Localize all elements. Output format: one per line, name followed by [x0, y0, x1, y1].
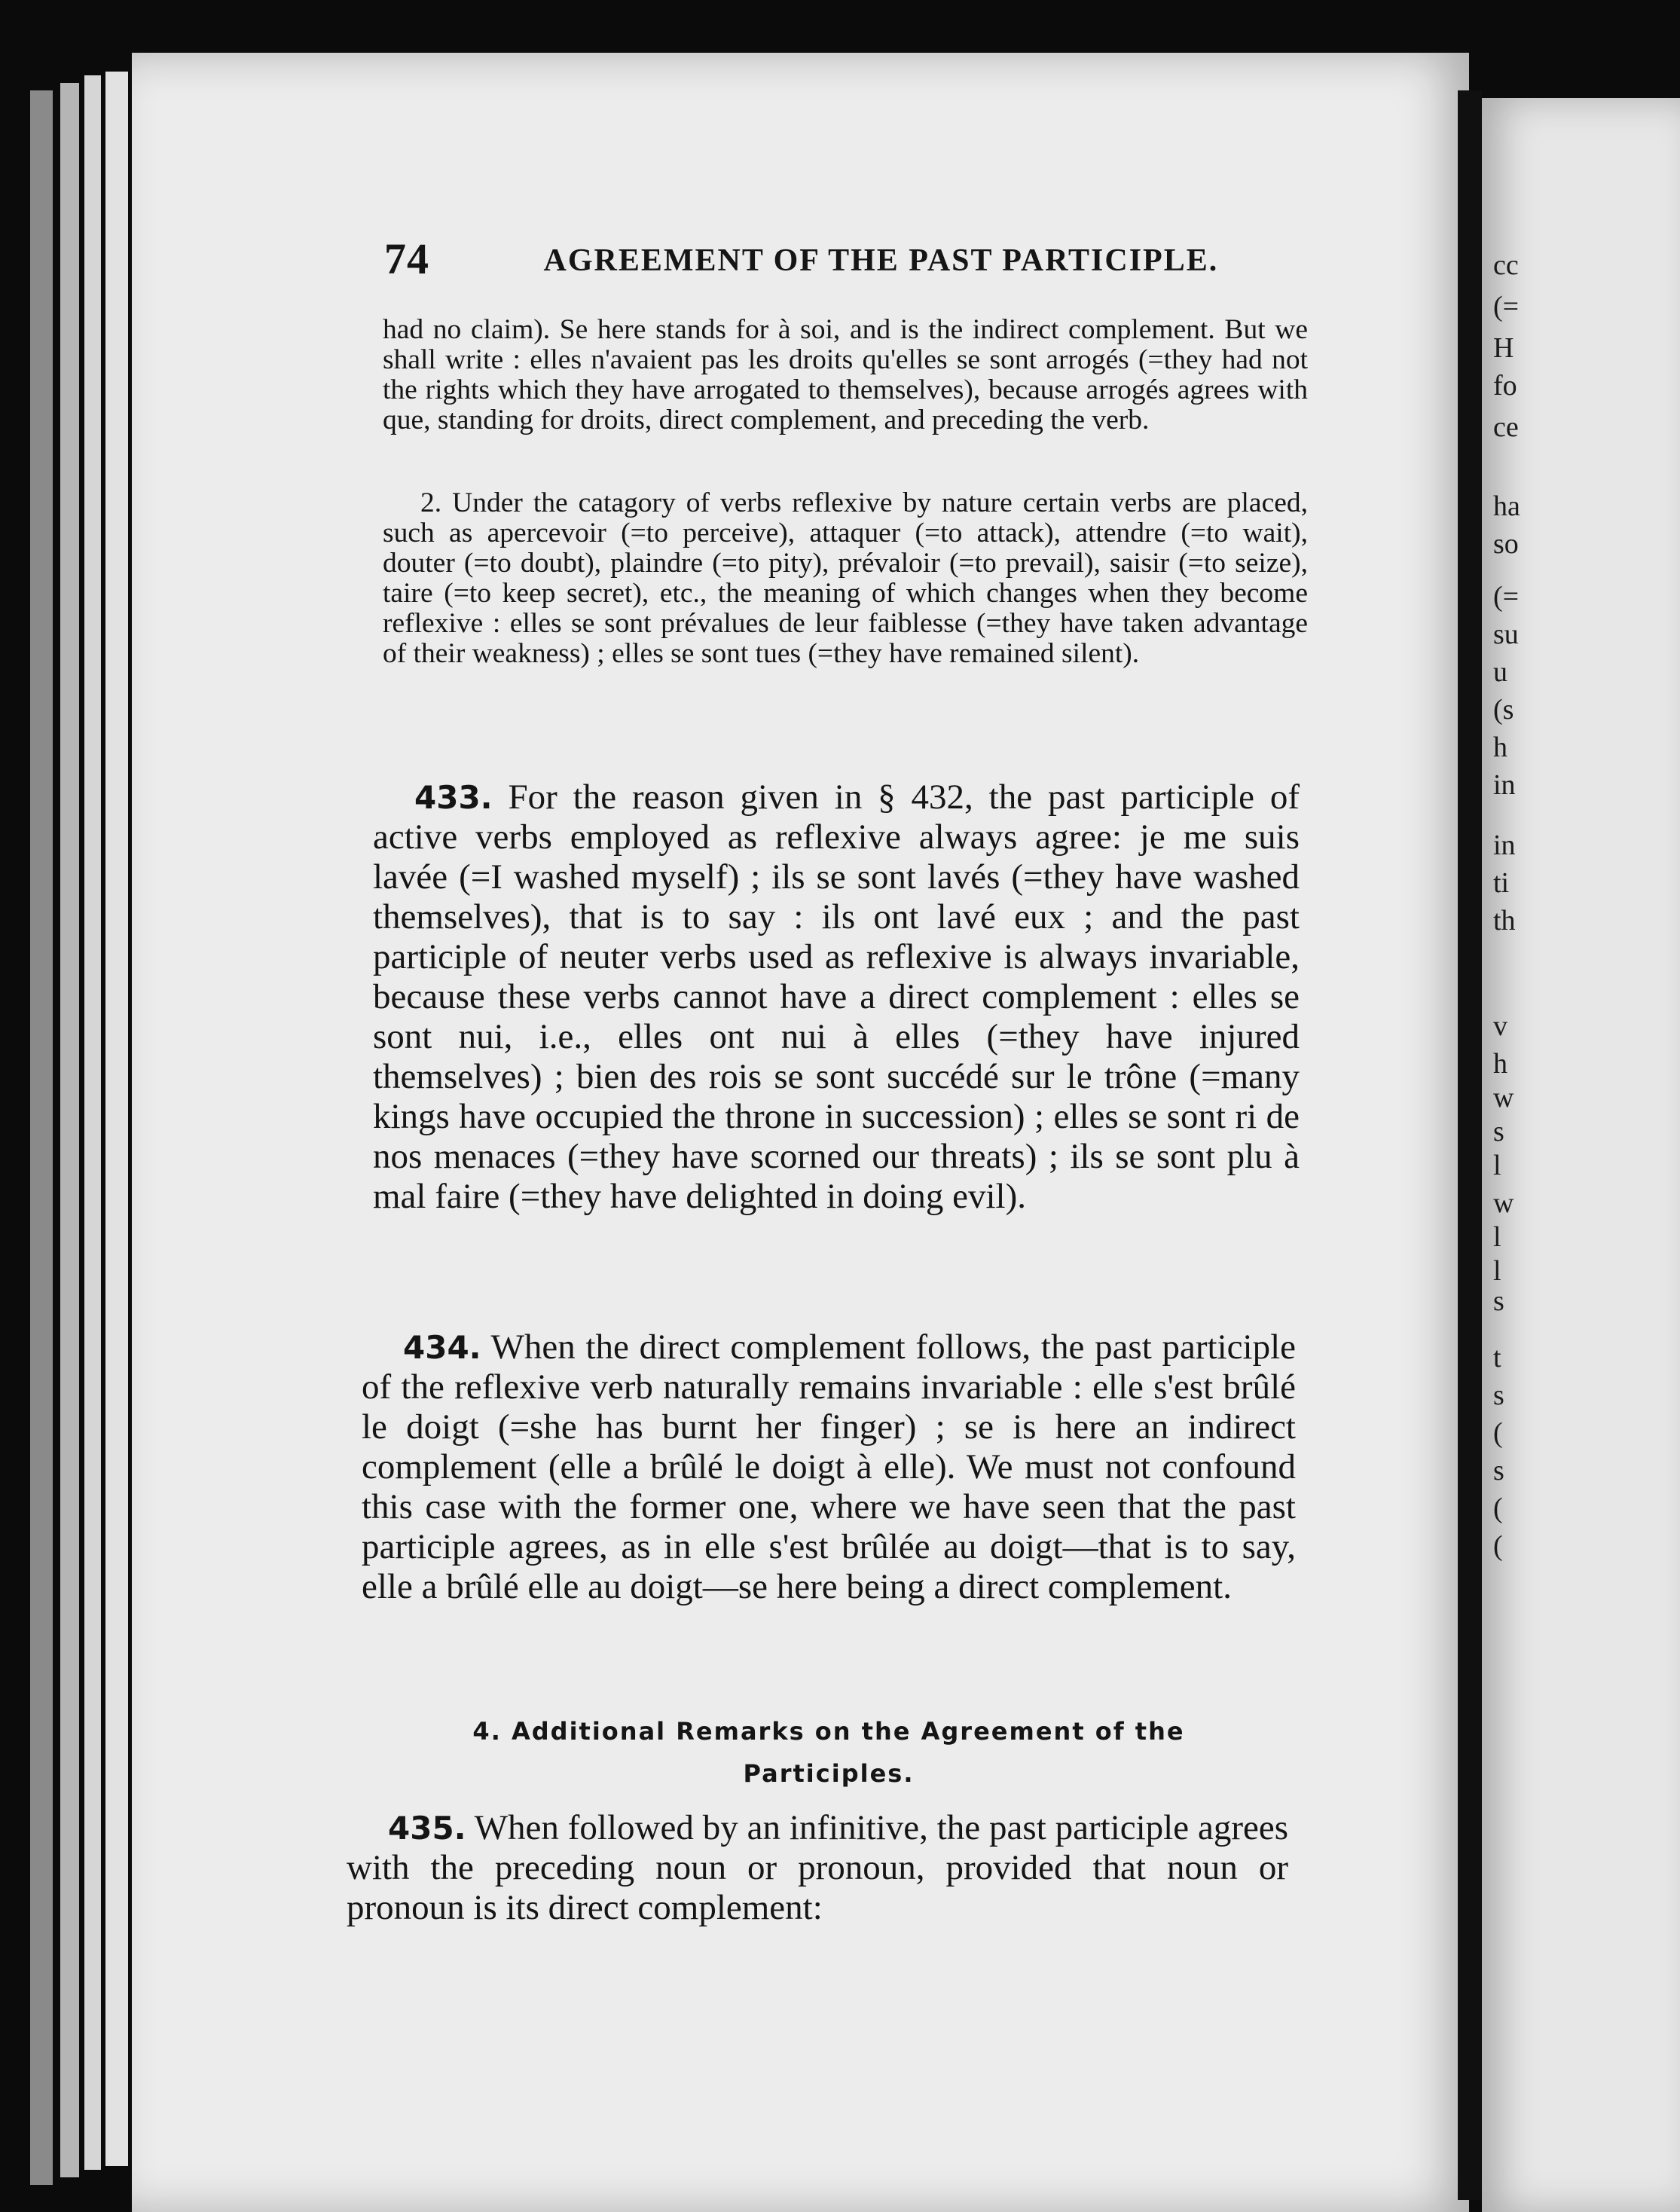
page-edge	[105, 72, 128, 2166]
facing-page-fragment: (=	[1493, 291, 1520, 322]
facing-page-fragment: ha	[1493, 490, 1520, 522]
section-433	[373, 778, 1300, 1217]
page-edge	[84, 75, 101, 2170]
book-gutter	[1458, 90, 1482, 2200]
section-heading-line-1: 4. Additional Remarks on the Agreement of the	[472, 1717, 1185, 1746]
facing-page-fragment: l	[1493, 1255, 1501, 1287]
section-435-text: When followed by an infinitive, the past participle agrees with the preceding noun or pronoun, provided that noun or pronoun is its direct complement:	[347, 1808, 1288, 1927]
facing-page-fragment: (	[1493, 1417, 1503, 1449]
section-number: 433.	[414, 779, 493, 816]
facing-page-fragment: in	[1493, 830, 1516, 861]
section-433-text: For the reason given in § 432, the past participle of active verbs employed as reflexive always agree: je me suis lavée (=I washed myself) ; ils se sont lavés (=they have washed themselves), that is to say : ils ont lavé eux ; and the past participle of neuter verbs used as reflexive is always invariable, because these verbs cannot have a direct complement : elles se sont nui, i.e., elles ont nui à elles (=they have injured themselves) ; bien des rois se sont succédé sur le trône (=many kings have occupied the throne in succession) ; elles se sont ri de nos menaces (=they have scorned our threats) ; ils se sont plu à mal faire (=they have delighted in doing evil).	[373, 778, 1300, 1216]
facing-page-fragment: w	[1493, 1187, 1514, 1219]
facing-page	[1482, 98, 1680, 2212]
facing-page-fragment: l	[1493, 1150, 1501, 1181]
facing-page-fragment: t	[1493, 1342, 1501, 1373]
continuation-text: had no claim). Se here stands for à soi, and is the indirect complement. But we shall write : elles n'avaient pas les droits qu'elles se sont arrogés (=they had not the rights which they have arrogated to themselves), because arrogés agrees with que, standing for droits, direct complement, and preceding the verb.	[383, 314, 1308, 435]
note-2	[383, 488, 1308, 669]
section-number: 434.	[403, 1329, 481, 1366]
facing-page-fragment: h	[1493, 732, 1507, 763]
facing-page-fragment: w	[1493, 1082, 1514, 1114]
facing-page-fragment: s	[1493, 1455, 1504, 1486]
running-title: AGREEMENT OF THE PAST PARTICIPLE.	[543, 243, 1219, 278]
facing-page-fragment: u	[1493, 656, 1507, 688]
section-number: 435.	[388, 1810, 466, 1847]
facing-page-fragment: cc	[1493, 249, 1519, 281]
paragraph-continuation	[383, 315, 1308, 435]
facing-page-fragment: h	[1493, 1048, 1507, 1080]
facing-page-fragment: so	[1493, 528, 1519, 560]
facing-page-fragment: s	[1493, 1285, 1504, 1317]
facing-page-fragment: l	[1493, 1221, 1501, 1253]
facing-page-fragment: th	[1493, 905, 1516, 936]
section-434-text: When the direct complement follows, the past participle of the reflexive verb naturally remains invariable : elle s'est brûlé le doigt (=she has burnt her finger) ; se is here an indirect complement (elle a brûlé le doigt à elle). We must not confound this case with the former one, where we have seen that the past participle agrees, as in elle s'est brûlée au doigt—that is to say, elle a brûlé elle au doigt—se here being a direct complement.	[362, 1328, 1296, 1606]
page-edge	[30, 90, 53, 2185]
facing-page-fragment: (	[1493, 1492, 1503, 1524]
facing-page-fragment: s	[1493, 1116, 1504, 1147]
facing-page-fragment: (=	[1493, 581, 1520, 613]
running-header	[384, 234, 1454, 284]
note-2-text: 2. Under the catagory of verbs reflexive by nature certain verbs are placed, such as apercevoir (=to perceive), attaquer (=to attack), attendre (=to wait), douter (=to doubt), plaindre (=to pity), prévaloir (=to prevail), saisir (=to seize), taire (=to keep secret), etc., the meaning of which changes when they become reflexive : elles se sont prévalues de leur faiblesse (=they have taken advantage of their weakness) ; elles se sont tues (=they have remained silent).	[383, 487, 1308, 669]
page-edge	[60, 83, 79, 2177]
section-heading	[362, 1710, 1296, 1795]
facing-page-fragment: v	[1493, 1010, 1507, 1042]
section-heading-line-2: Participles.	[743, 1759, 915, 1788]
facing-page-fragment: (s	[1493, 694, 1514, 726]
facing-page-fragment: fo	[1493, 370, 1517, 402]
facing-page-fragment: s	[1493, 1379, 1504, 1411]
section-435	[347, 1808, 1288, 1928]
page-number: 74	[384, 234, 429, 283]
facing-page-fragment: ce	[1493, 411, 1519, 443]
facing-page-fragment: ti	[1493, 867, 1510, 899]
facing-page-fragment: in	[1493, 769, 1516, 801]
facing-page-fragment: (	[1493, 1530, 1503, 1562]
facing-page-fragment: H	[1493, 332, 1514, 364]
facing-page-fragment: su	[1493, 619, 1519, 650]
section-434	[362, 1328, 1296, 1607]
